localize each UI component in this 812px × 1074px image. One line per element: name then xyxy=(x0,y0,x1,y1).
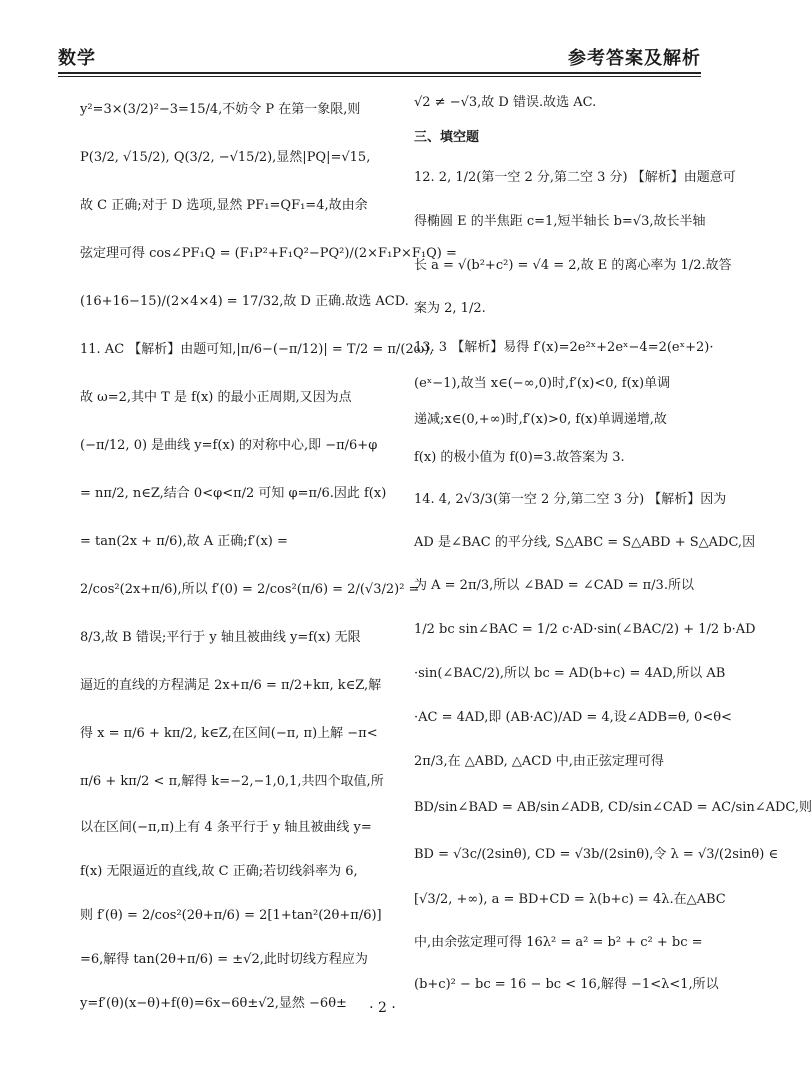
text-line: 长 a = √(b²+c²) = √4 = 2,故 E 的离心率为 1/2.故答 xyxy=(414,258,732,273)
text-line: 以在区间(−π,π)上有 4 条平行于 y 轴且被曲线 y= xyxy=(80,820,372,835)
text-line: (−π/12, 0) 是曲线 y=f(x) 的对称中心,即 −π/6+φ xyxy=(80,438,378,453)
page-number: · 2 · xyxy=(369,1000,396,1016)
text-line: AD 是∠BAC 的平分线, S△ABC = S△ABD + S△ADC,因 xyxy=(414,535,756,550)
text-line: = nπ/2, n∈Z,结合 0<φ<π/2 可知 φ=π/6.因此 f(x) xyxy=(80,486,387,501)
header-rule-thick xyxy=(58,72,701,74)
text-line: BD = √3c/(2sinθ), CD = √3b/(2sinθ),令 λ = √3/(2sinθ) ∈ xyxy=(414,847,779,862)
text-line: (b+c)² − bc = 16 − bc < 16,解得 −1<λ<1,所以 xyxy=(414,977,719,992)
text-line: 得椭圆 E 的半焦距 c=1,短半轴长 b=√3,故长半轴 xyxy=(414,214,706,229)
text-line: y=f′(θ)(x−θ)+f(θ)=6x−6θ±√2,显然 −6θ± xyxy=(80,996,347,1011)
text-line: f(x) 无限逼近的直线,故 C 正确;若切线斜率为 6, xyxy=(80,864,358,879)
text-line: 案为 2, 1/2. xyxy=(414,301,486,316)
text-line: P(3/2, √15/2), Q(3/2, −√15/2),显然|PQ|=√15, xyxy=(80,150,371,165)
problem-13-line: 13. 3 【解析】易得 f′(x)=2e²ˣ+2eˣ−4=2(eˣ+2)· xyxy=(414,340,714,355)
text-line: 弦定理可得 cos∠PF₁Q = (F₁P²+F₁Q²−PQ²)/(2×F₁P×F₁Q) = xyxy=(80,246,457,261)
text-line: 递减;x∈(0,+∞)时,f′(x)>0, f(x)单调递增,故 xyxy=(414,412,667,427)
text-line: 得 x = π/6 + kπ/2, k∈Z,在区间(−π, π)上解 −π< xyxy=(80,726,378,741)
text-line: 2π/3,在 △ABD, △ACD 中,由正弦定理可得 xyxy=(414,754,664,769)
problem-14-line: 14. 4, 2√3/3(第一空 2 分,第二空 3 分) 【解析】因为 xyxy=(414,492,727,507)
problem-12-line: 12. 2, 1/2(第一空 2 分,第二空 3 分) 【解析】由题意可 xyxy=(414,170,736,185)
text-line: ·AC = 4AD,即 (AB·AC)/AD = 4,设∠ADB=θ, 0<θ< xyxy=(414,710,732,725)
section-heading-fill-in: 三、填空题 xyxy=(414,130,480,145)
text-line: 故 ω=2,其中 T 是 f(x) 的最小正周期,又因为点 xyxy=(80,390,352,405)
text-line: y²=3×(3/2)²−3=15/4,不妨令 P 在第一象限,则 xyxy=(80,102,361,117)
right-column xyxy=(414,86,812,1006)
text-line: 故 C 正确;对于 D 选项,显然 PF₁=QF₁=4,故由余 xyxy=(80,198,368,213)
text-line: 逼近的直线的方程满足 2x+π/6 = π/2+kπ, k∈Z,解 xyxy=(80,678,382,693)
text-line: f(x) 的极小值为 f(0)=3.故答案为 3. xyxy=(414,450,625,465)
header-rule-thin xyxy=(58,76,701,77)
text-line: 中,由余弦定理可得 16λ² = a² = b² + c² + bc = xyxy=(414,935,703,950)
text-line: π/6 + kπ/2 < π,解得 k=−2,−1,0,1,共四个取值,所 xyxy=(80,774,384,789)
problem-11-line: 11. AC 【解析】由题可知,|π/6−(−π/12)| = T/2 = π/(2ω), xyxy=(80,342,434,357)
text-line: √2 ≠ −√3,故 D 错误.故选 AC. xyxy=(414,95,597,110)
subject-header: 数学 xyxy=(58,48,96,69)
text-line: 8/3,故 B 错误;平行于 y 轴且被曲线 y=f(x) 无限 xyxy=(80,630,361,645)
text-line: BD/sin∠BAD = AB/sin∠ADB, CD/sin∠CAD = AC/sin∠ADC,则 xyxy=(414,800,812,815)
text-line: (16+16−15)/(2×4×4) = 17/32,故 D 正确.故选 ACD. xyxy=(80,294,409,309)
text-line: =6,解得 tan(2θ+π/6) = ±√2,此时切线方程应为 xyxy=(80,952,368,967)
text-line: = tan(2x + π/6),故 A 正确;f′(x) = xyxy=(80,534,288,549)
text-line: 为 A = 2π/3,所以 ∠BAD = ∠CAD = π/3.所以 xyxy=(414,578,694,593)
text-line: (eˣ−1),故当 x∈(−∞,0)时,f′(x)<0, f(x)单调 xyxy=(414,376,671,391)
document-type-header: 参考答案及解析 xyxy=(568,48,701,69)
text-line: [√3/2, +∞), a = BD+CD = λ(b+c) = 4λ.在△ABC xyxy=(414,892,726,907)
text-line: 1/2 bc sin∠BAC = 1/2 c·AD·sin(∠BAC/2) + 1/2 b·AD xyxy=(414,622,756,637)
text-line: 则 f′(θ) = 2/cos²(2θ+π/6) = 2[1+tan²(2θ+π/6)] xyxy=(80,908,382,923)
text-line: 2/cos²(2x+π/6),所以 f′(0) = 2/cos²(π/6) = 2/(√3/2)² = xyxy=(80,582,420,597)
text-line: ·sin(∠BAC/2),所以 bc = AD(b+c) = 4AD,所以 AB xyxy=(414,666,726,681)
